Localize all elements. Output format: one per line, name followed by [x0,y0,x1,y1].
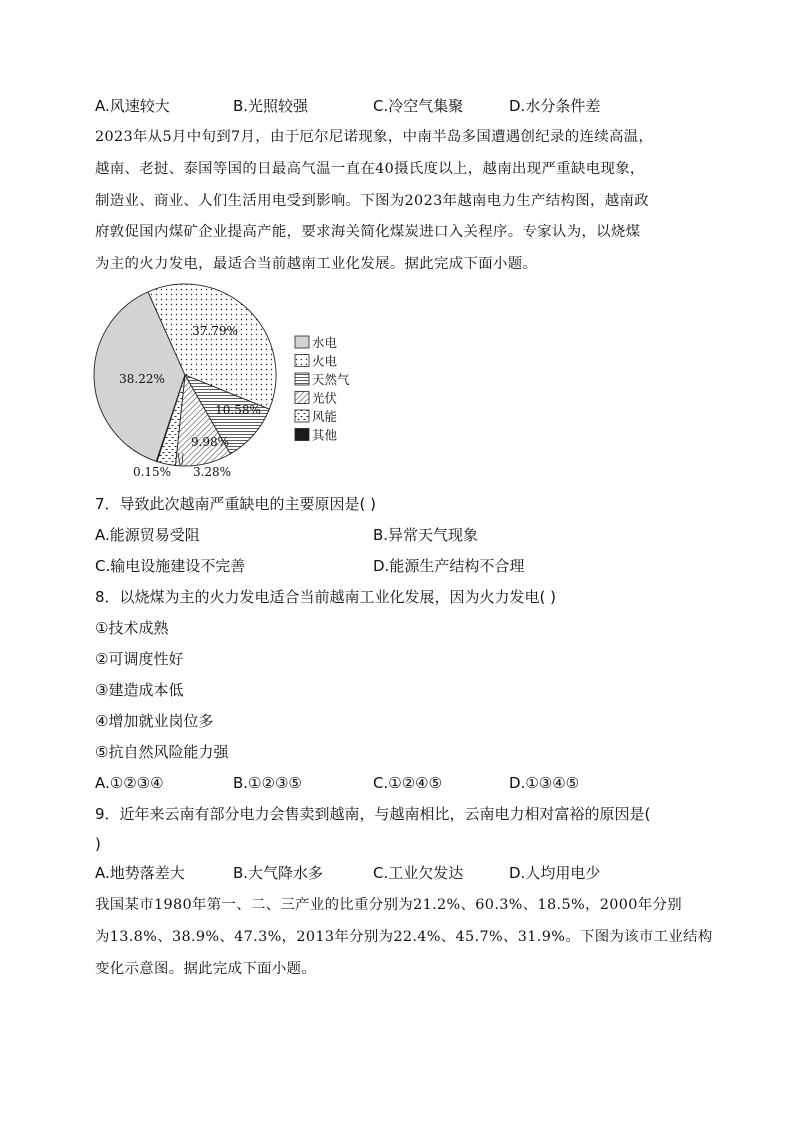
option-d: D.①③④⑤ [509,774,580,792]
legend-label: 光伏 [312,390,338,406]
question-stem: 7．导致此次越南严重缺电的主要原因是( ) [95,495,377,513]
passage-line: 我国某市1980年第一、二、三产业的比重分别为21.2%、60.3%、18.5%，2000年分别 [95,897,682,913]
slice-value-label: 3.28% [192,465,232,479]
option-c: C.①②④⑤ [373,774,443,792]
slice-value-label: 9.98% [190,435,230,449]
option-a: A.地势落差大 [95,864,185,882]
option-c: C.冷空气集聚 [373,97,464,115]
slice-value-label: 37.79% [192,324,238,338]
legend-swatch [295,373,309,385]
option-c: C.工业欠发达 [373,864,464,882]
legend-label: 风能 [312,409,338,424]
option-d: D.水分条件差 [509,97,601,115]
choice-item: ①技术成熟 [95,619,169,637]
legend-label: 天然气 [312,372,350,387]
legend-swatch [295,410,309,422]
legend-swatch [295,392,309,404]
option-a: A.①②③④ [95,774,164,792]
choice-item: ②可调度性好 [95,650,184,668]
slice-value-label: 10.58% [215,403,261,417]
question-stem: 9．近年来云南有部分电力会售卖到越南，与越南相比，云南电力相对富裕的原因是( [95,805,651,823]
passage-line: 为13.8%、38.9%、47.3%，2013年分别为22.4%、45.7%、31.9%。下图为该市工业结构 [95,929,713,945]
passage-line: 为主的火力发电，最适合当前越南工业化发展。据此完成下面小题。 [95,256,538,272]
choice-item: ⑤抗自然风险能力强 [95,743,229,761]
legend-swatch [295,336,309,348]
question-stem: 8．以烧煤为主的火力发电适合当前越南工业化发展，因为火力发电( ) [95,588,557,606]
passage-line: 2023年从5月中旬到7月，由于厄尔尼诺现象，中南半岛多国遭遇创纪录的连续高温， [95,129,654,145]
passage-line: 变化示意图。据此完成下面小题。 [95,961,317,977]
legend-label: 火电 [312,353,338,369]
option-d: D.能源生产结构不合理 [373,557,525,575]
option-b: B.①②③⑤ [233,774,302,792]
option-d: D.人均用电少 [509,864,601,882]
option-b: B.异常天气现象 [373,526,479,544]
passage-line: 制造业、商业、人们生活用电受到影响。下图为2023年越南电力生产结构图，越南政 [95,193,649,209]
legend-label: 水电 [312,335,338,350]
choice-item: ④增加就业岗位多 [95,712,214,730]
slice-value-label: 0.15% [132,465,172,479]
power-structure-pie-chart [90,283,380,483]
legend-swatch [295,429,309,441]
legend-label: 其他 [312,427,338,443]
question-stem-continued: ) [95,835,101,853]
choice-item: ③建造成本低 [95,681,184,699]
passage-line: 府敦促国内煤矿企业提高产能，要求海关简化煤炭进口入关程序。专家认为，以烧煤 [95,224,641,240]
option-c: C.输电设施建设不完善 [95,557,246,575]
passage-line: 越南、老挝、泰国等国的日最高气温一直在40摄氏度以上，越南出现严重缺电现象， [95,161,645,177]
option-b: B.光照较强 [233,97,309,115]
slice-value-label: 38.22% [119,372,165,386]
option-a: A.能源贸易受阻 [95,526,200,544]
option-a: A.风速较大 [95,97,170,115]
option-b: B.大气降水多 [233,864,324,882]
legend-swatch [295,355,309,367]
